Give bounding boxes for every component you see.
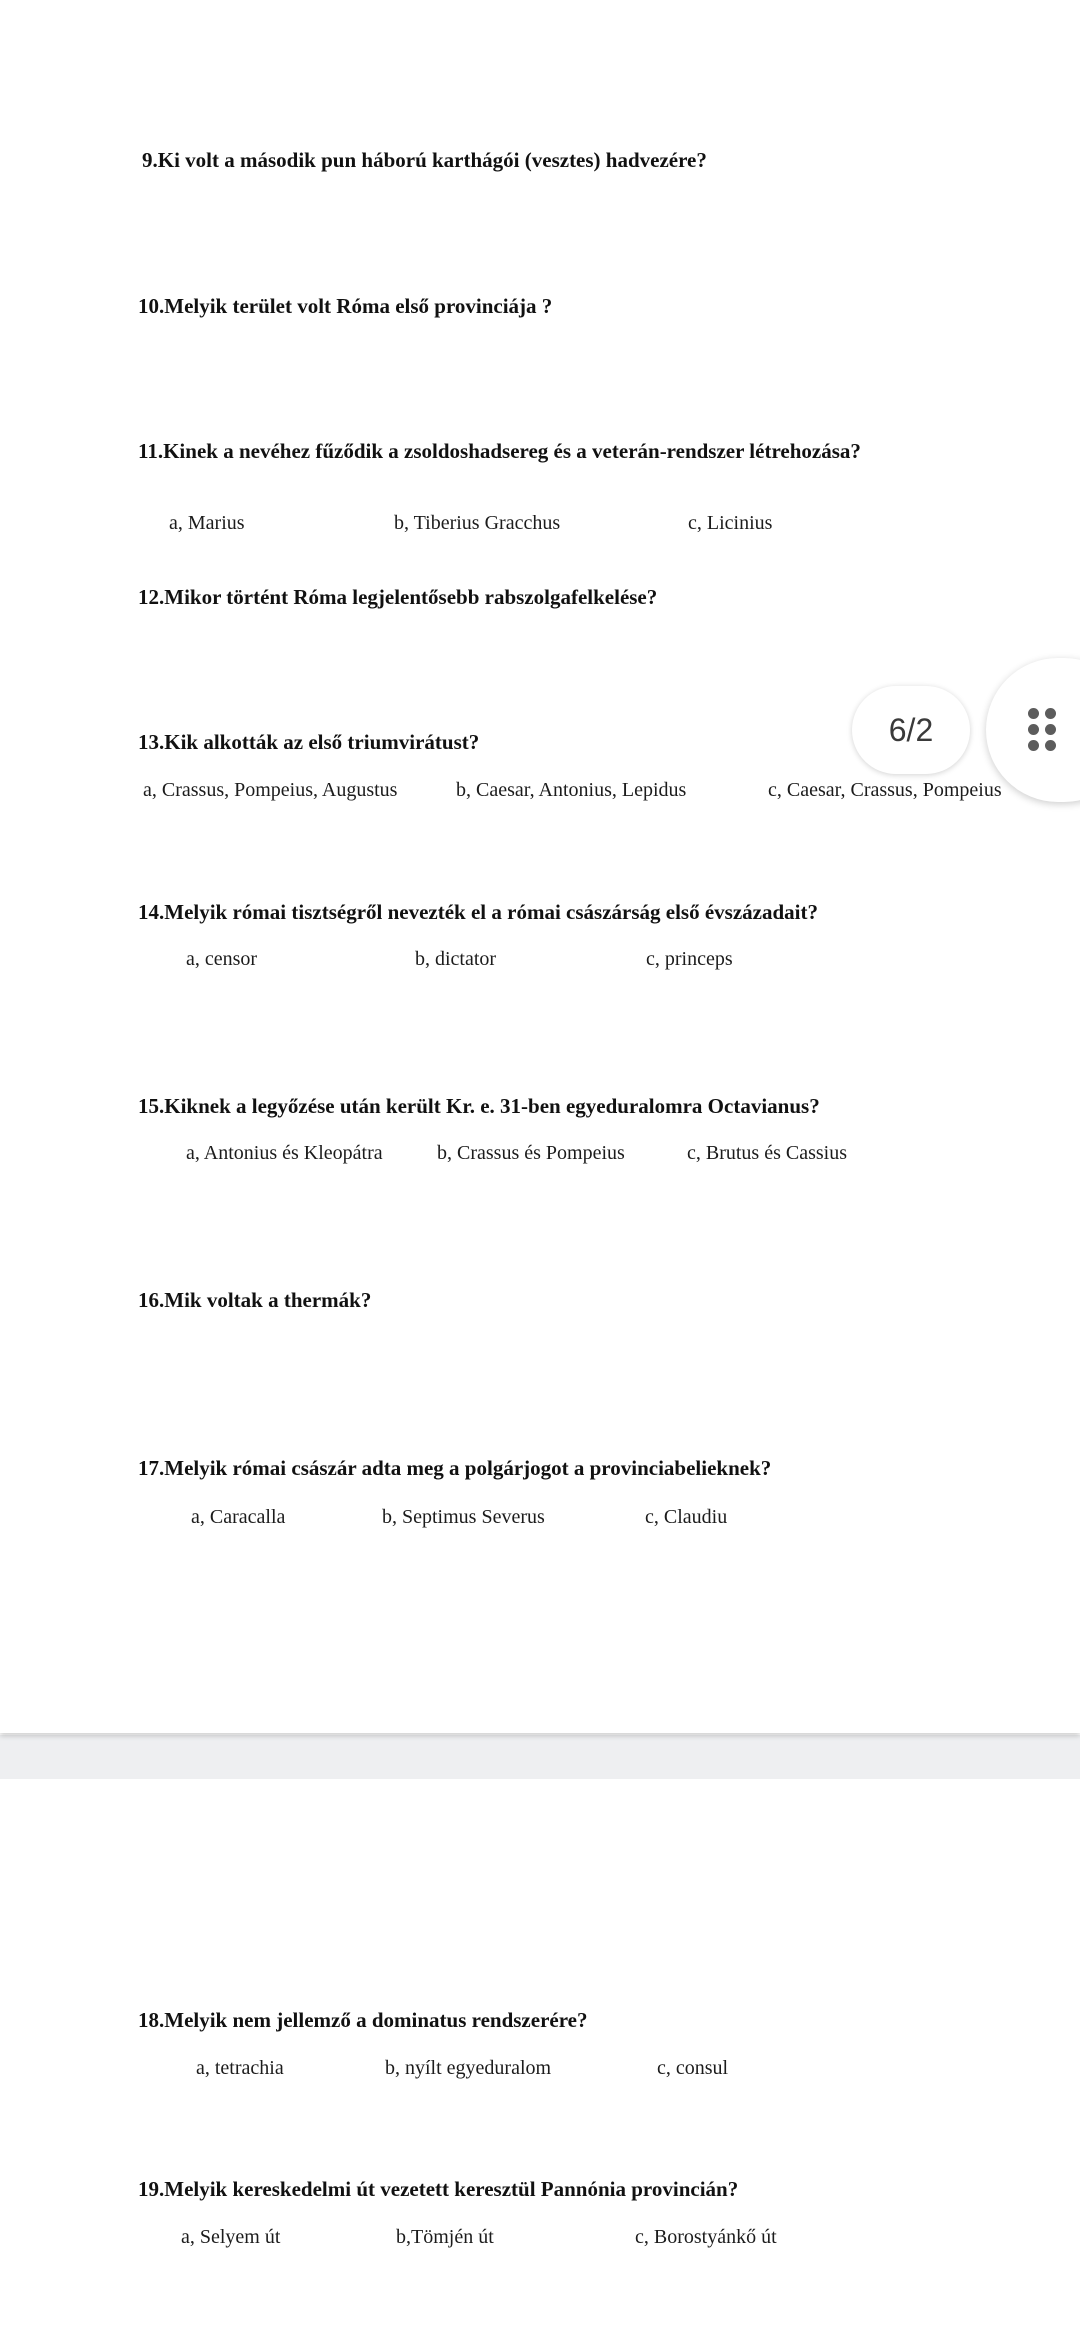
page-counter-text: 6/2 (888, 711, 934, 748)
question-18-option-b: b, nyílt egyeduralom (385, 2057, 552, 2079)
question-15-option-b: b, Crassus és Pompeius (437, 1142, 625, 1164)
question-11-option-b: b, Tiberius Gracchus (394, 512, 561, 534)
question-19-option-c: c, Borostyánkő út (635, 2226, 777, 2248)
question-10: 10.Melyik terület volt Róma első provinciája ? (138, 294, 553, 318)
question-12: 12.Mikor történt Róma legjelentősebb rabszolgafelkelése? (138, 585, 658, 609)
page-counter-badge (852, 686, 970, 774)
question-18: 18.Melyik nem jellemző a dominatus rendszerére? (138, 2008, 588, 2032)
question-18-option-a: a, tetrachia (196, 2057, 284, 2079)
question-17-option-a: a, Caracalla (191, 1506, 286, 1528)
drag-dots-icon (1028, 708, 1058, 752)
question-11: 11.Kinek a nevéhez fűződik a zsoldoshadsereg és a veterán-rendszer létrehozása? (138, 439, 861, 463)
question-9: 9.Ki volt a második pun háború karthágói (vesztes) hadvezére? (142, 148, 707, 172)
question-18-option-c: c, consul (657, 2057, 729, 2079)
question-17-option-b: b, Septimus Severus (382, 1506, 545, 1528)
question-11-option-c: c, Licinius (688, 512, 773, 534)
question-13-option-c: c, Caesar, Crassus, Pompeius (768, 779, 1002, 801)
question-15-option-c: c, Brutus és Cassius (687, 1142, 847, 1164)
question-14-option-b: b, dictator (415, 948, 497, 970)
question-11-option-a: a, Marius (169, 512, 245, 534)
question-13: 13.Kik alkották az első triumvirátust? (138, 730, 480, 754)
question-14: 14.Melyik római tisztségről nevezték el a római császárság első évszázadait? (138, 900, 818, 924)
question-17-option-c: c, Claudiu (645, 1506, 728, 1528)
question-16: 16.Mik voltak a thermák? (138, 1288, 372, 1312)
page-separator (0, 1735, 1080, 1779)
question-19-option-a: a, Selyem út (181, 2226, 281, 2248)
question-14-option-c: c, princeps (646, 948, 733, 970)
question-19: 19.Melyik kereskedelmi út vezetett keresztül Pannónia provincián? (138, 2177, 739, 2201)
question-13-option-a: a, Crassus, Pompeius, Augustus (143, 779, 398, 801)
question-13-option-b: b, Caesar, Antonius, Lepidus (456, 779, 687, 801)
document-page-2 (0, 1779, 1080, 2340)
question-19-option-b: b,Tömjén út (396, 2226, 494, 2248)
question-14-option-a: a, censor (186, 948, 258, 970)
question-15-option-a: a, Antonius és Kleopátra (186, 1142, 383, 1164)
question-15: 15.Kiknek a legyőzése után került Kr. e. 31-ben egyeduralomra Octavianus? (138, 1094, 820, 1118)
question-17: 17.Melyik római császár adta meg a polgárjogot a provinciabelieknek? (138, 1456, 772, 1480)
